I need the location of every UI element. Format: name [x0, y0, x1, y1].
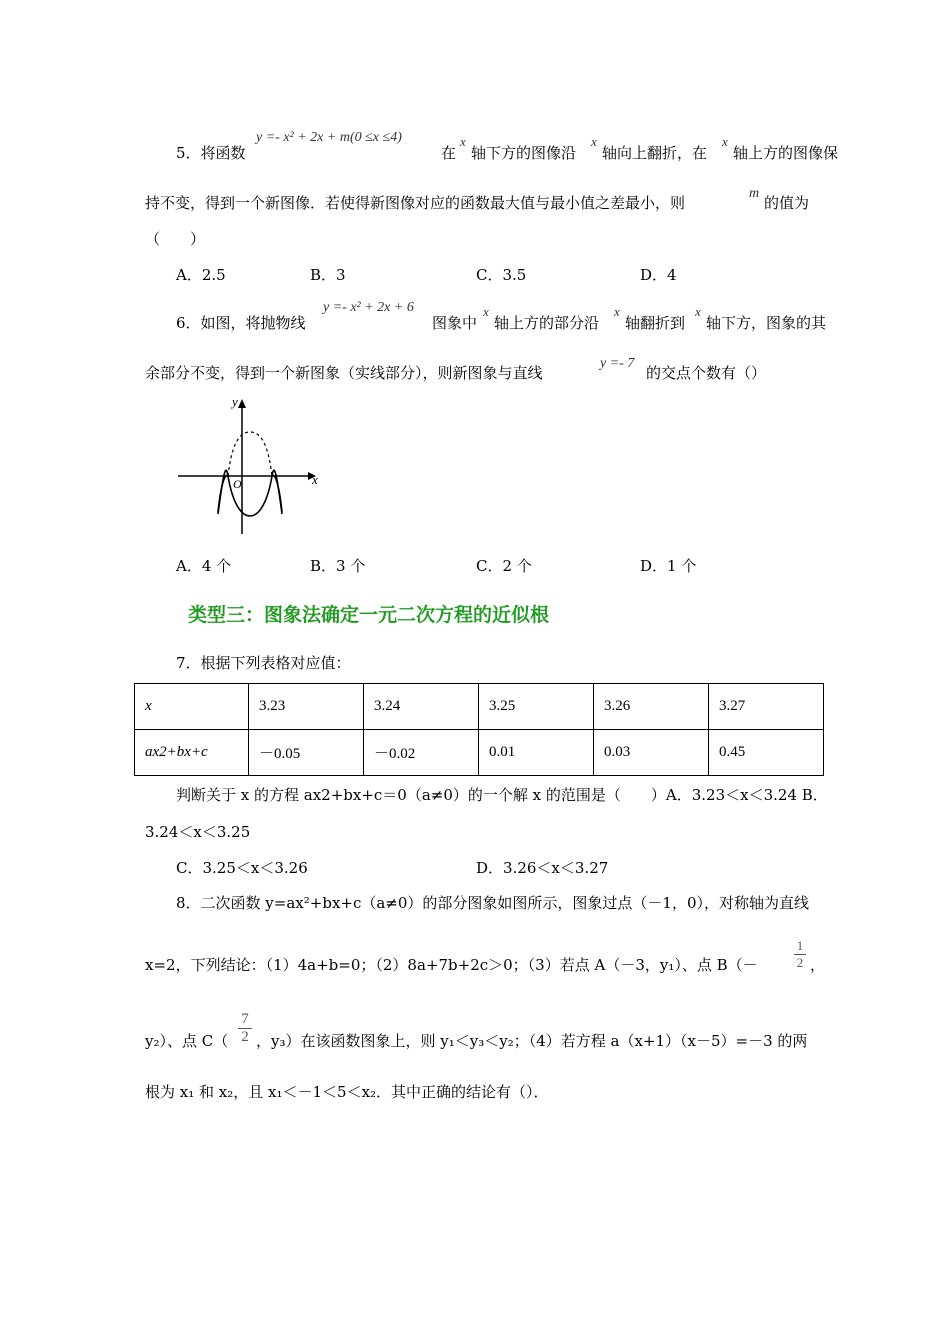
q8-fraction-2 — [238, 1011, 252, 1046]
fraction-denominator: 2 — [238, 1028, 252, 1046]
q5-text-2: 轴下方的图像沿 — [471, 144, 577, 162]
table-cell: 3.26 — [594, 684, 709, 730]
fraction-denominator: 2 — [794, 954, 806, 971]
q7-option-d: D．3.26＜x＜3.27 — [476, 859, 609, 877]
q7-question: 判断关于 x 的方程 ax2+bx+c＝0（a≠0）的一个解 x 的范围是（ ）A．3.23＜x＜3.24 B． — [176, 786, 828, 804]
table-cell: 0.03 — [594, 730, 709, 776]
table-cell: ax2+bx+c — [135, 730, 249, 776]
q6-x-2: x — [614, 304, 620, 319]
q6-line2-end: 的交点个数有（） — [646, 364, 767, 382]
q6-option-b: B．3 个 — [310, 557, 366, 575]
q5-paren: （ ） — [145, 230, 206, 248]
table-cell: 3.25 — [479, 684, 594, 730]
solid-right-branch — [272, 470, 282, 514]
table-row — [135, 684, 824, 730]
x-axis-label: x — [312, 472, 318, 487]
q5-line2-end: 的值为 — [764, 194, 810, 212]
q6-option-a: A．4 个 — [176, 557, 232, 575]
table-cell: 3.23 — [249, 684, 364, 730]
q7-question-cont: 3.24＜x＜3.25 — [145, 823, 251, 841]
q5-option-a: A．2.5 — [176, 266, 226, 284]
q5-line2: 持不变，得到一个新图像．若使得新图像对应的函数最大值与最小值之差最小，则 — [145, 194, 686, 212]
q6-prefix: 6．如图，将抛物线 — [176, 314, 306, 332]
table-cell: －0.05 — [249, 730, 364, 776]
table-cell: x — [135, 684, 249, 730]
q5-option-c: C．3.5 — [476, 266, 527, 284]
q7-value-table — [134, 683, 824, 776]
q8-line2: x=2，下列结论：（1）4a+b=0；（2）8a+7b+2c＞0；（3）若点 A（－3，y₁）、点 B（－ — [145, 956, 758, 974]
solid-parabola-lower — [218, 475, 282, 516]
q5-text-3: 轴向上翻折，在 — [602, 144, 708, 162]
q5-x-2: x — [591, 134, 597, 149]
dashed-parabola-upper — [228, 432, 272, 476]
q5-text-4: 轴上方的图像保 — [733, 144, 839, 162]
q6-text-4: 轴下方，图象的其 — [706, 314, 827, 332]
y-axis-arrow-icon — [238, 399, 246, 408]
q7-option-c: C．3.25＜x＜3.26 — [176, 859, 308, 877]
q8-fraction-1 — [794, 938, 806, 971]
q6-option-c: C．2 个 — [476, 557, 532, 575]
fraction-numerator: 7 — [241, 1011, 249, 1027]
q6-line-equation: y =- 7 — [600, 356, 635, 371]
solid-left-branch — [218, 470, 228, 514]
q6-x-1: x — [483, 304, 489, 319]
section-heading: 类型三：图象法确定一元二次方程的近似根 — [188, 604, 550, 626]
q5-x-3: x — [722, 134, 728, 149]
table-row — [135, 730, 824, 776]
q5-m: m — [749, 186, 760, 201]
table-cell: －0.02 — [364, 730, 479, 776]
q6-option-d: D．1 个 — [640, 557, 697, 575]
y-axis-label: y — [232, 394, 238, 409]
q8-line3: ，y₃）在该函数图象上，则 y₁＜y₃＜y₂；（4）若方程 a（x+1）（x－5）=－3 的两 — [256, 1032, 808, 1050]
q5-x-1: x — [460, 134, 466, 149]
q5-option-d: D．4 — [640, 266, 677, 284]
q6-text-1: 图象中 — [432, 314, 478, 332]
table-cell: 3.24 — [364, 684, 479, 730]
q6-text-2: 轴上方的部分沿 — [494, 314, 600, 332]
q5-formula: y =- x² + 2x + m(0 ≤x ≤4) — [256, 130, 402, 145]
q8-line1: 8．二次函数 y=ax²+bx+c（a≠0）的部分图象如图所示，图象过点（－1，0），对称轴为直线 — [176, 894, 810, 912]
fraction-numerator: 1 — [796, 938, 804, 953]
origin-label: O — [233, 477, 242, 491]
q5-prefix: 5．将函数 — [176, 144, 246, 162]
q7-intro: 7．根据下列表格对应值： — [176, 654, 351, 672]
table-cell: 0.45 — [709, 730, 824, 776]
q6-text-3: 轴翻折到 — [625, 314, 686, 332]
q8-line4: 根为 x₁ 和 x₂，且 x₁＜－1＜5＜x₂．其中正确的结论有（）． — [145, 1083, 549, 1101]
table-cell: 3.27 — [709, 684, 824, 730]
q5-text-1: 在 — [441, 144, 457, 162]
table-cell: 0.01 — [479, 730, 594, 776]
q5-option-b: B．3 — [310, 266, 346, 284]
q6-x-3: x — [695, 304, 701, 319]
q6-line2: 余部分不变，得到一个新图象（实线部分），则新图象与直线 — [145, 364, 543, 382]
q8-line2-end: ， — [810, 956, 826, 974]
q6-formula: y =- x² + 2x + 6 — [323, 300, 414, 315]
q6-parabola-graph — [170, 392, 330, 542]
q8-line3-start: y₂）、点 C（ — [145, 1032, 229, 1050]
